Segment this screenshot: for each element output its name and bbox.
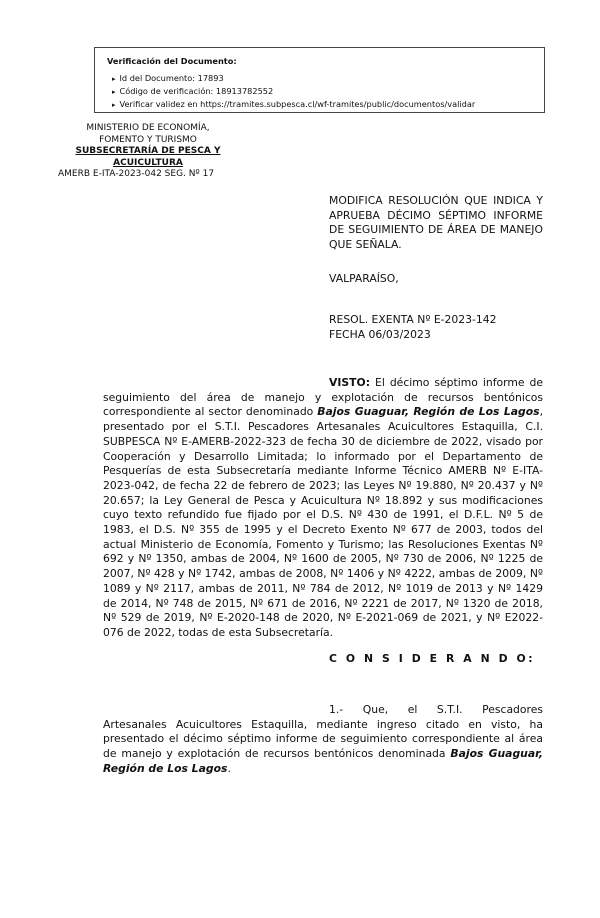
subsecretaria-line-1: SUBSECRETARÍA DE PESCA Y xyxy=(75,146,221,156)
subsecretaria-line-2: ACUICULTURA xyxy=(113,157,183,168)
visto-text-a: El décimo séptimo informe de seguimiento del área de manejo y explotación de recursos bentónicos correspondiente al sector denominado xyxy=(103,376,543,419)
ministry-line-1: MINISTERIO DE ECONOMÍA, xyxy=(86,123,210,133)
verification-title: Verificación del Documento: xyxy=(107,56,237,66)
verification-list xyxy=(107,72,532,111)
ministry-header xyxy=(58,123,238,169)
resolution-date: FECHA 06/03/2023 xyxy=(329,327,431,341)
resolution-number-block xyxy=(329,313,497,342)
considerando-heading: C O N S I D E R A N D O: xyxy=(329,652,536,665)
verification-code: ▸ Código de verificación: 18913782552 xyxy=(112,85,532,98)
resolution-number: RESOL. EXENTA Nº E-2023-142 xyxy=(329,313,497,326)
p1-area-name: Bajos Guaguar, Región de Los Lagos xyxy=(103,747,543,775)
visto-paragraph xyxy=(103,376,543,641)
p1-text-b: . xyxy=(227,761,231,775)
visto-area-name: Bajos Guaguar, Región de Los Lagos xyxy=(317,405,540,419)
verification-box xyxy=(94,47,545,113)
considerando-paragraph-1 xyxy=(103,703,543,777)
city: VALPARAÍSO, xyxy=(329,272,399,285)
resolution-subject: MODIFICA RESOLUCIÓN QUE INDICA Y APRUEBA DÉCIMO SÉPTIMO INFORME DE SEGUIMIENTO DE ÁREA DE MANEJO QUE SEÑALA. xyxy=(329,194,543,251)
ministry-line-2: FOMENTO Y TURISMO xyxy=(99,134,197,145)
p1-text-a: 1.- Que, el S.T.I. Pescadores Artesanales Acuicultores Estaquilla, mediante ingreso citado en visto, ha presentado el décimo séptimo informe de seguimiento correspondiente al área de manejo y explotación de recursos bentónicos denominada xyxy=(103,703,543,761)
document-id: ▸ Id del Documento: 17893 xyxy=(112,72,532,85)
verification-link[interactable]: ▸ Verificar validez en https://tramites.subpesca.cl/wf-tramites/public/documentos/validar xyxy=(112,98,532,111)
visto-text-b: , presentado por el S.T.I. Pescadores Artesanales Acuicultores Estaquilla, C.I. SUBPESCA Nº E-AMERB-2022-323 de fecha 30 de diciembre de 2022, visado por Cooperación y Desarrollo Limitada; lo informado por el Departamento de Pesquerías de esta Subsecretaría mediante Informe Técnico AMERB Nº E-ITA-2023-042, de fecha 22 de febrero de 2023; las Leyes Nº 19.880, Nº 20.437 y Nº 20.657; la Ley General de Pesca y Acuicultura Nº 18.892 y sus modificaciones cuyo texto refundido fue fijado por el D.S. Nº 430 de 1991, el D.F.L. Nº 5 de 1983, el D.S. Nº 355 de 1995 y el Decreto Exento Nº 677 de 2003, todos del actual Ministerio de Economía, Fomento y Turismo; las Resoluciones Exentas Nº 692 y Nº 1350, ambas de 2004, Nº 1600 de 2005, Nº 730 de 2006, Nº 1225 de 2007, Nº 428 y Nº 1742, ambas de 2008, Nº 1406 y Nº 4222, ambas de 2009, Nº 1089 y Nº 2117, ambas de 2011, Nº 784 de 2012, Nº 1019 de 2013 y Nº 1429 de 2014, Nº 748 de 2015, Nº 671 de 2016, Nº 2221 de 2017, Nº 1320 de 2018, Nº 529 de 2019, Nº E-2020-148 de 2020, Nº E-2021-069 de 2021, y Nº E2022-076 de 2022, todas de esta Subsecretaría. xyxy=(103,405,543,639)
document-reference: AMERB E-ITA-2023-042 SEG. Nº 17 xyxy=(58,169,215,179)
visto-label: VISTO: xyxy=(329,376,371,389)
